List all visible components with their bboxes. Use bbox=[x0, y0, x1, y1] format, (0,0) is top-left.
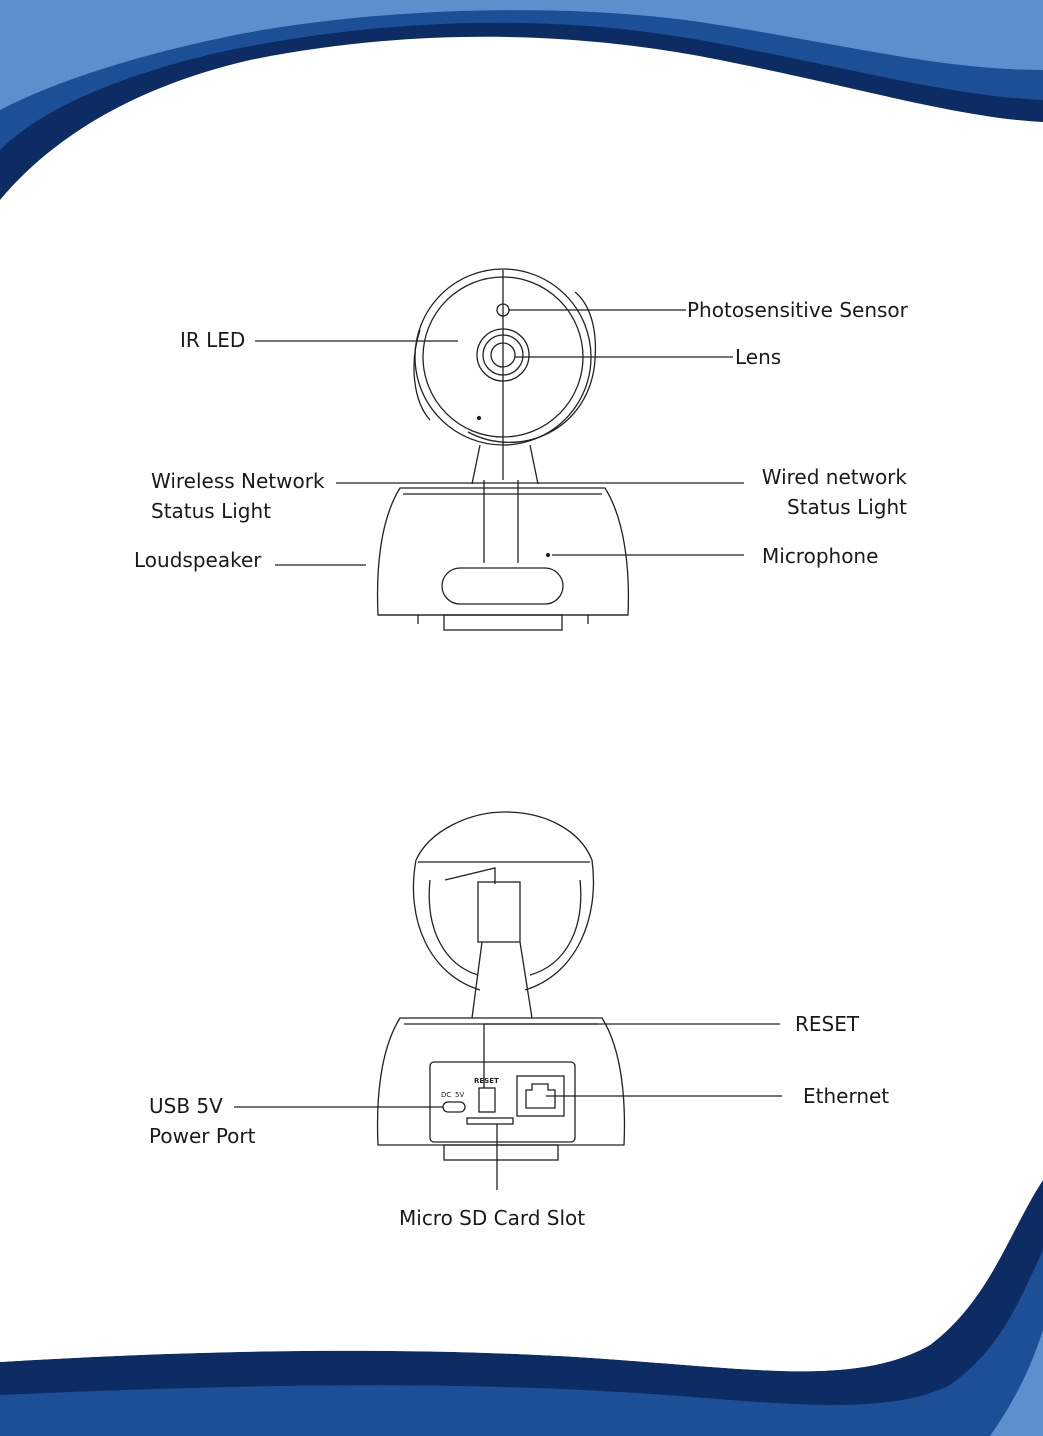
panel-mark-reset: RESET bbox=[474, 1077, 499, 1085]
panel-mark-dc: DC bbox=[441, 1091, 452, 1099]
label-wireless-status-1: Wireless Network bbox=[151, 469, 325, 493]
micro-sd-slot bbox=[467, 1118, 513, 1124]
label-micro-sd: Micro SD Card Slot bbox=[399, 1206, 586, 1230]
label-loudspeaker: Loudspeaker bbox=[134, 548, 262, 572]
reset-button bbox=[479, 1088, 495, 1112]
front-speaker-grille bbox=[442, 568, 563, 604]
usb-port bbox=[443, 1102, 465, 1112]
microphone-dot bbox=[547, 554, 550, 557]
label-microphone: Microphone bbox=[762, 544, 879, 568]
back-neck bbox=[472, 942, 532, 1018]
ir-led-dot bbox=[478, 417, 481, 420]
front-foot bbox=[444, 615, 562, 630]
label-usb-2: Power Port bbox=[149, 1124, 256, 1148]
back-foot bbox=[444, 1145, 558, 1160]
back-base bbox=[378, 1018, 625, 1145]
label-ir-led: IR LED bbox=[180, 328, 246, 352]
label-usb-1: USB 5V bbox=[149, 1094, 223, 1118]
back-neck-plate bbox=[478, 882, 520, 942]
label-lens: Lens bbox=[735, 345, 782, 369]
front-camera-drawing bbox=[255, 269, 744, 630]
label-wired-status-1: Wired network bbox=[761, 465, 907, 489]
back-camera-drawing bbox=[234, 812, 782, 1190]
label-reset: RESET bbox=[795, 1012, 860, 1036]
panel-mark-5v: 5V bbox=[455, 1091, 465, 1099]
label-photosensitive-sensor: Photosensitive Sensor bbox=[687, 298, 908, 322]
front-base bbox=[378, 488, 629, 615]
label-wireless-status-2: Status Light bbox=[151, 499, 271, 523]
label-wired-status-2: Status Light bbox=[787, 495, 907, 519]
label-ethernet: Ethernet bbox=[803, 1084, 890, 1108]
back-head-ring-outer bbox=[413, 860, 593, 990]
back-head-dome bbox=[416, 812, 592, 860]
back-head-ring-inner bbox=[429, 880, 581, 975]
front-neck bbox=[472, 445, 538, 484]
